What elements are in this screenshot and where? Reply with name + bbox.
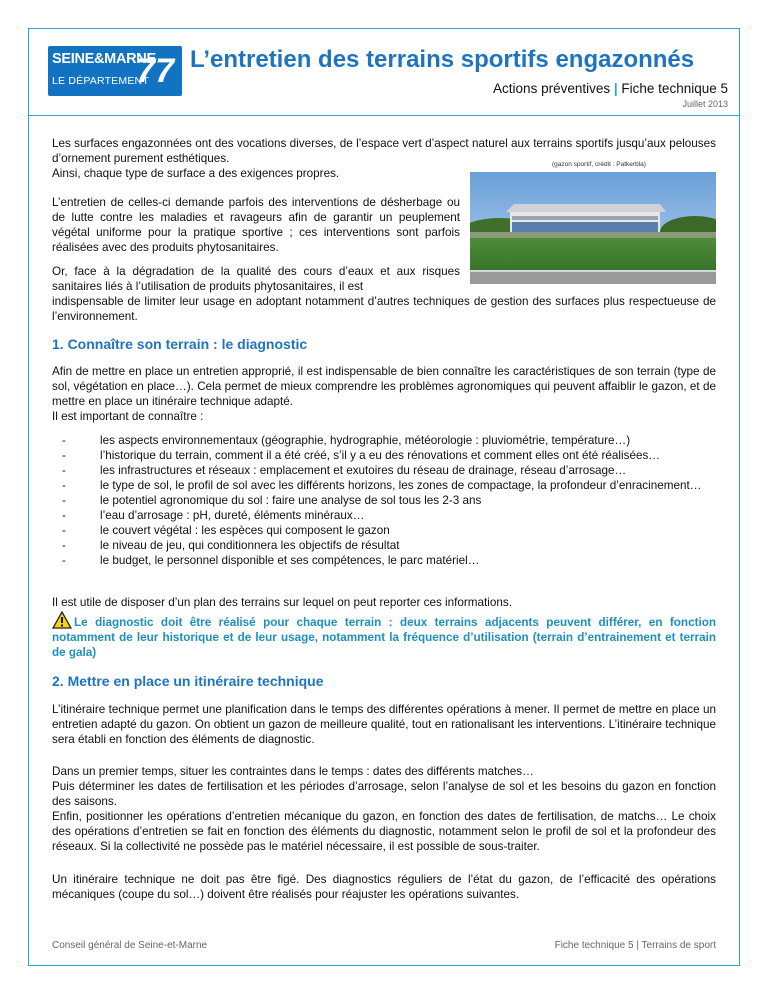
list-item: - l’historique du terrain, comment il a été créé, s’il y a eu des rénovations et comment elles ont été réalisées… [52,448,716,463]
list-item: - les aspects environnementaux (géographie, hydrographie, météorologie : pluviométrie, température…) [52,433,716,448]
section-2-paragraph-3: Un itinéraire technique ne doit pas être figé. Des diagnostics réguliers de l’état du gazon, de l’efficacité des opérations mécaniques (coupe du sol…) doivent être réalisés pour réajuster les opérations suivantes. [52,873,716,901]
subtitle-category: Actions préventives [493,81,611,96]
header-divider [28,115,740,116]
section-2-paragraph-1: L’itinéraire technique permet une planification dans le temps des différentes opérations à mener. Il permet de mettre en place un entretien adapté du gazon. On obtient un gazon de meilleure qualité, tout en rationalisant les interventions. L’itinéraire technique sera établi en fonction des éléments de diagnostic. [52,703,716,746]
section-1-paragraph-3: Il est utile de disposer d’un plan des terrains sur lequel on peut reporter ces informations. [52,596,512,609]
list-item: - le budget, le personnel disponible et ses compétences, le parc matériel… [52,553,716,568]
page-title: L’entretien des terrains sportifs engazonnés [190,46,695,73]
list-item: - le potentiel agronomique du sol : faire une analyse de sol tous les 2-3 ans [52,493,716,508]
logo-number: 77 [136,52,174,90]
section-2-text-2a: Dans un premier temps, situer les contraintes dans le temps : dates des différents matches… [52,765,534,778]
stadium-photo [470,172,716,284]
intro-paragraph-3b: indispensable de limiter leur usage en adoptant notamment d’autres techniques de gestion des surfaces plus respectueuse de l’environnement. [52,295,716,323]
section-1-heading: 1. Connaître son terrain : le diagnostic [52,336,308,352]
list-item: - le couvert végétal : les espèces qui composent le gazon [52,523,716,538]
intro-text-1: Les surfaces engazonnées ont des vocations diverses, de l’espace vert d’aspect naturel aux terrains sportifs jusqu’aux pelouses d’ornement purement esthétiques. [52,137,716,165]
photo-caption: (gazon sportif, crédit : Patkerbla) [552,161,646,168]
section-2-text-2c: Enfin, positionner les opérations d’entretien mécanique du gazon, en fonction des dates de fertilisation, de matchs… Le choix des opérations d’entretien se fait en fonction des éléments du diagnostic, notamment selon le profil de sol et la profondeur des réseaux. Si la collectivité ne possède pas le matériel nécessaire, il est possible de sous-traiter. [52,810,716,853]
subtitle-sheet: Fiche technique 5 [621,81,728,96]
section-2-paragraph-2 [52,764,716,854]
list-item: - le niveau de jeu, qui conditionnera les objectifs de résultat [52,538,716,553]
page-subtitle [493,81,728,96]
logo-line1: SEINE&MARNE [52,51,156,67]
list-item: - les infrastructures et réseaux : emplacement et exutoires du réseau de drainage, réseau d’arrosage… [52,463,716,478]
warning-text: Le diagnostic doit être réalisé pour chaque terrain : deux terrains adjacents peuvent différer, en fonction notamment de leur historique et de leur usage, notamment la fréquence d’utilisation (terrain d’entrainement et terrain de gala) [52,616,716,659]
intro-text-1b: Ainsi, chaque type de surface a des exigences propres. [52,167,340,180]
seine-et-marne-logo [48,46,182,96]
section-1-paragraph-1: Afin de mettre en place un entretien approprié, il est indispensable de bien connaître les caractéristiques de son terrain (type de sol, végétation en place…). Cela permet de mieux comprendre les problèmes agronomiques qui peuvent affaiblir le gazon, et de mettre en place un itinéraire technique adapté. [52,365,716,408]
footer-left: Conseil général de Seine-et-Marne [52,940,208,951]
warning-icon [52,611,72,629]
footer-right: Fiche technique 5 | Terrains de sport [554,940,716,951]
section-2-heading: 2. Mettre en place un itinéraire technique [52,673,324,689]
intro-paragraph-3a: Or, face à la dégradation de la qualité des cours d’eaux et aux risques sanitaires liés à l’utilisation de produits phytosanitaires, il est [52,265,460,293]
section-1-paragraph-2: Il est important de connaître : [52,410,204,423]
intro-paragraph-2: L’entretien de celles-ci demande parfois des interventions de désherbage ou de lutte contre les maladies et ravageurs afin de garantir un peuplement végétal uniforme pour la pratique sportive ; ces interventions sont parfois réalisées avec des produits phytosanitaires. [52,196,460,254]
list-item: - l’eau d’arrosage : pH, dureté, éléments minéraux… [52,508,716,523]
section-2-text-2b: Puis déterminer les dates de fertilisation et les périodes d’arrosage, selon l’analyse de sol et les besoins du gazon en fonction des saisons. [52,780,716,808]
subtitle-separator: | [613,81,618,96]
publication-date: Juillet 2013 [682,99,728,109]
diagnostic-list [52,433,716,568]
warning-note [52,611,716,660]
list-item: - le type de sol, le profil de sol avec les différents horizons, les zones de compactage, la profondeur d’enracinement… [52,478,716,493]
logo-line2: LE DÉPARTEMENT [52,75,149,87]
